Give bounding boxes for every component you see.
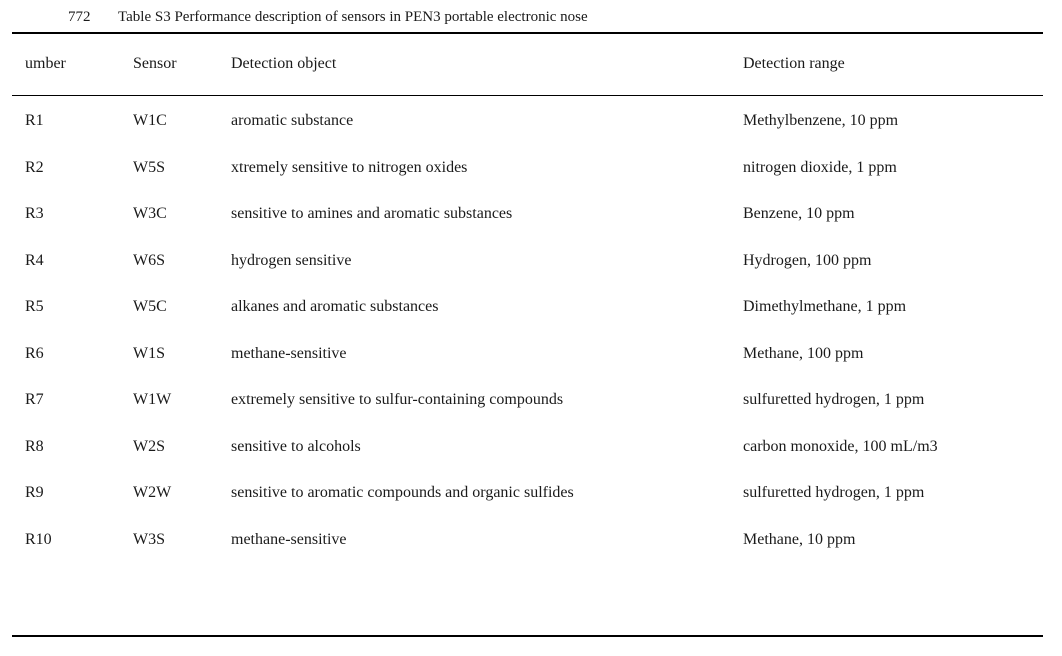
cell-detection-range: Dimethylmethane, 1 ppm: [743, 298, 907, 315]
cell-number: R9: [25, 484, 44, 501]
cell-number: R2: [25, 158, 44, 176]
cell-detection-object: xtremely sensitive to nitrogen oxides: [231, 158, 468, 176]
header-sensor: Sensor: [133, 55, 177, 72]
cell-sensor: W3C: [133, 205, 167, 222]
cell-sensor: W1C: [133, 112, 167, 129]
cell-sensor: W1W: [133, 391, 172, 408]
table-body: [0, 110, 1062, 575]
table-row: [0, 343, 1062, 390]
cell-detection-object: sensitive to amines and aromatic substances: [231, 205, 513, 222]
cell-sensor: W2W: [133, 484, 172, 501]
cell-detection-object: aromatic substance: [231, 112, 354, 129]
header-detection-object: Detection object: [231, 55, 337, 72]
cell-number: R8: [25, 437, 44, 455]
table-row: [0, 296, 1062, 343]
table-row: [0, 389, 1062, 436]
cell-sensor: W2S: [133, 437, 165, 455]
cell-detection-range: sulfuretted hydrogen, 1 ppm: [743, 391, 925, 408]
top-rule: [12, 32, 1043, 34]
cell-detection-range: Methylbenzene, 10 ppm: [743, 112, 899, 129]
cell-detection-object: methane-sensitive: [231, 344, 347, 362]
cell-sensor: W5S: [133, 158, 165, 176]
cell-sensor: W3S: [133, 530, 165, 548]
cell-sensor: W5C: [133, 298, 167, 315]
table-row: [0, 203, 1062, 250]
cell-detection-range: sulfuretted hydrogen, 1 ppm: [743, 484, 925, 501]
cell-detection-range: carbon monoxide, 100 mL/m3: [743, 437, 938, 455]
cell-number: R3: [25, 205, 44, 222]
cell-detection-range: nitrogen dioxide, 1 ppm: [743, 158, 897, 176]
cell-number: R6: [25, 344, 44, 362]
cell-number: R4: [25, 251, 44, 269]
cell-detection-range: Hydrogen, 100 ppm: [743, 251, 872, 269]
table-row: [0, 250, 1062, 297]
table-header-row: [0, 53, 1062, 75]
cell-number: R1: [25, 112, 44, 129]
cell-number: R5: [25, 298, 44, 315]
table-row: [0, 157, 1062, 204]
table-row: [0, 529, 1062, 576]
header-detection-range: Detection range: [743, 55, 845, 72]
cell-detection-object: sensitive to aromatic compounds and organic sulfides: [231, 484, 574, 501]
table-row: [0, 482, 1062, 529]
cell-detection-range: Methane, 100 ppm: [743, 344, 864, 362]
cell-detection-object: extremely sensitive to sulfur-containing compounds: [231, 391, 564, 408]
table-row: [0, 110, 1062, 157]
cell-detection-object: methane-sensitive: [231, 530, 347, 548]
line-number: 772: [68, 9, 91, 25]
cell-detection-object: alkanes and aromatic substances: [231, 298, 439, 315]
cell-sensor: W1S: [133, 344, 165, 362]
cell-sensor: W6S: [133, 251, 165, 269]
table-row: [0, 436, 1062, 483]
header-number: umber: [25, 55, 66, 72]
cell-number: R10: [25, 530, 52, 548]
bottom-rule: [12, 635, 1043, 637]
table-title: Table S3 Performance description of sensors in PEN3 portable electronic nose: [118, 9, 588, 25]
cell-detection-object: sensitive to alcohols: [231, 437, 361, 455]
header-rule: [12, 95, 1043, 96]
cell-detection-range: Methane, 10 ppm: [743, 530, 856, 548]
cell-detection-object: hydrogen sensitive: [231, 251, 352, 269]
cell-number: R7: [25, 391, 44, 408]
cell-detection-range: Benzene, 10 ppm: [743, 205, 855, 222]
